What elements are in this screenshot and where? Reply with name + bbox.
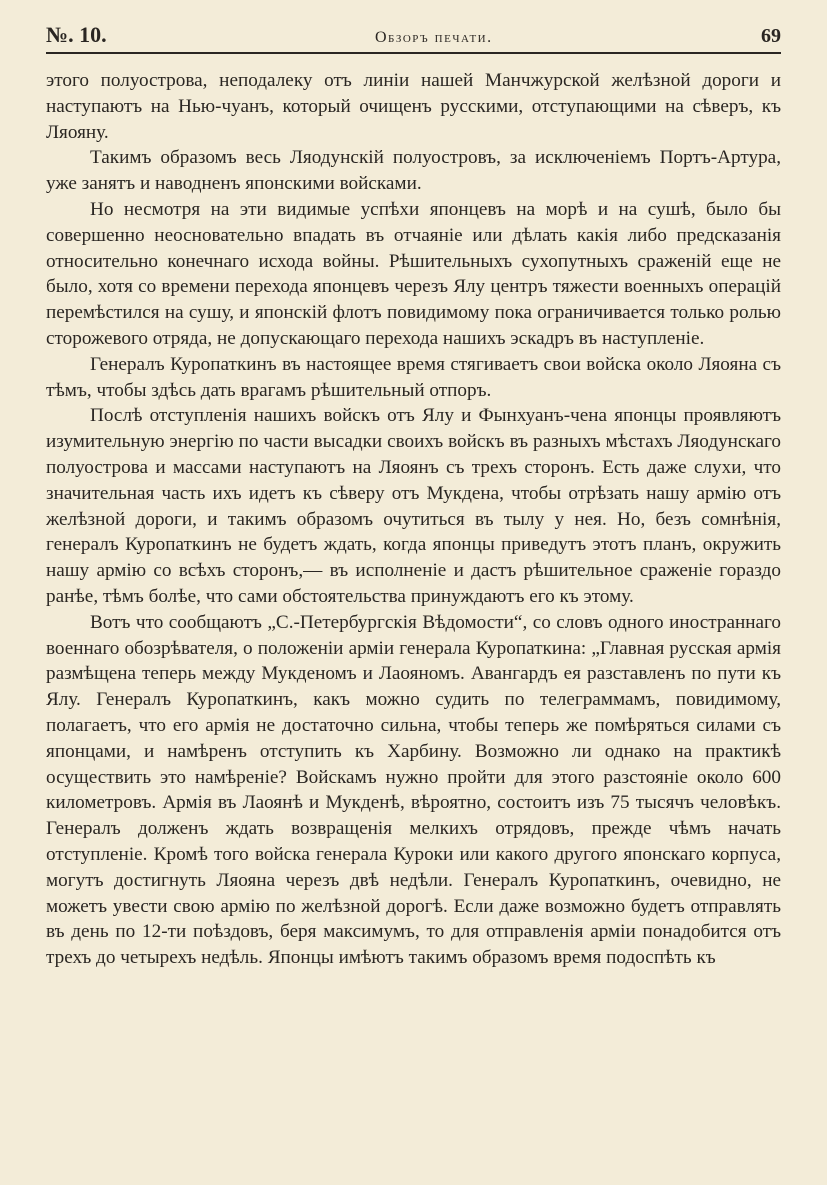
page-header [46,22,781,54]
paragraph: Такимъ образомъ весь Ляодунскій полуостровъ, за исключеніемъ Портъ-Артура, уже занятъ и наводненъ японскими войсками. [46,147,781,195]
paragraph: этого полуострова, неподалеку отъ линіи нашей Манчжурской желѣзной дороги и наступаютъ на Нью-чуанъ, который очищенъ русскими, отступающими на сѣверъ, къ Ляояну. [46,70,781,143]
issue-number: №. 10. [46,22,107,47]
page-body [46,68,781,971]
paragraph: Генералъ Куропаткинъ въ настоящее время стягиваетъ свои войска около Ляояна съ тѣмъ, чтобы здѣсь дать врагамъ рѣшительный отпоръ. [46,353,781,401]
section-title: Обзоръ печати. [374,29,493,46]
paragraph: Вотъ что сообщаютъ „С.-Петербургскія Вѣдомости“, со словъ одного иностраннаго военнаго обозрѣвателя, о положеніи арміи генерала Куропаткина: „Главная русская армія размѣщена теперь между Мукденомъ и Лаояномъ. Авангардъ ея разставленъ по пути къ Ялу. Генералъ Куропаткинъ, какъ можно судить по телеграммамъ, повидимому, полагаетъ, что его армія не достаточно сильна, чтобы теперь же помѣряться силами съ японцами, и намѣренъ отступить къ Харбину. Возможно ли однако на практикѣ осуществить это намѣреніе? Войскамъ нужно пройти для этого разстояніе около 600 километровъ. Армія въ Лаоянѣ и Мукденѣ, вѣроятно, состоитъ изъ 75 тысячъ человѣкъ. Генералъ долженъ ждать возвращенія мелкихъ отрядовъ, прежде чѣмъ начать отступленіе. Кромѣ того войска генерала Куроки или какого другого японскаго корпуса, могутъ достигнуть Ляояна черезъ двѣ недѣли. Генералъ Куропаткинъ, очевидно, не можетъ увести свою армію по желѣзной дорогѣ. Если даже возможно будетъ отправлять въ день по 12-ти поѣздовъ, беря максимумъ, то для отправленія арміи понадобится отъ трехъ до четырехъ недѣль. Японцы имѣютъ такимъ образомъ время подоспѣть къ [46,611,781,969]
page-number: 69 [761,25,781,47]
paragraph: Послѣ отступленія нашихъ войскъ отъ Ялу и Фынхуанъ-чена японцы проявляютъ изумительную энергію по части высадки своихъ войскъ въ разныхъ мѣстахъ Ляодунскаго полуострова и массами наступаютъ на Ляоянъ съ трехъ сторонъ. Есть даже слухи, что значительная часть ихъ идетъ къ сѣверу отъ Мукдена, чтобы отрѣзать нашу армію отъ желѣзной дороги, и такимъ образомъ очутиться въ тылу у нея. Но, безъ сомнѣнія, генералъ Куропаткинъ не будетъ ждать, когда японцы приведутъ этотъ планъ, окружить нашу армію со всѣхъ сторонъ,— въ исполненіе и дастъ рѣшительное сраженіе гораздо ранѣе, тѣмъ болѣе, что сами обстоятельства принуждаютъ его къ этому. [46,405,781,607]
paragraph: Но несмотря на эти видимые успѣхи японцевъ на морѣ и на сушѣ, было бы совершенно неосновательно впадать въ отчаяніе или дѣлать какія либо предсказанія относительно конечнаго исхода войны. Рѣшительныхъ сухопутныхъ сраженій еще не было, хотя со времени перехода японцевъ черезъ Ялу центръ тяжести военныхъ операцій перемѣстился на сушу, и японскій флотъ повидимому пока ограничивается только ролью сторожевого отряда, не допускающаго перехода нашихъ эскадръ въ наступленіе. [46,198,781,349]
